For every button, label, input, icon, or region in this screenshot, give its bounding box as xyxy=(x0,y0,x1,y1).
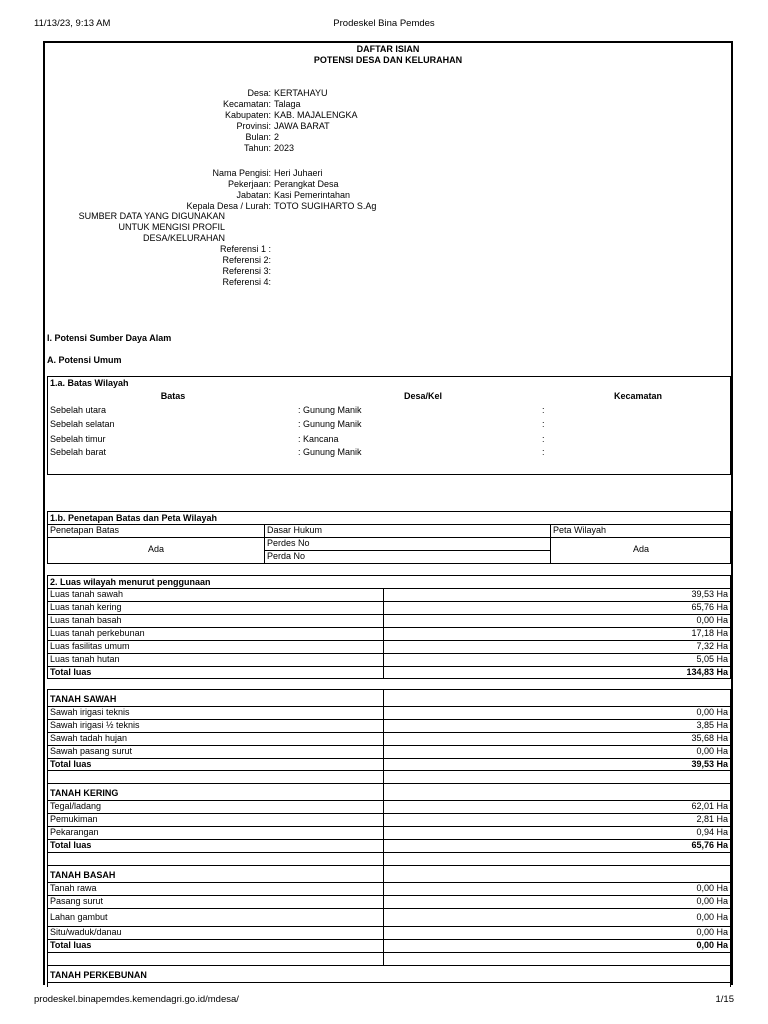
table-title: TANAH SAWAH xyxy=(50,694,117,704)
tanah-kering-table xyxy=(47,783,731,853)
table-title: TANAH PERKEBUNAN xyxy=(50,970,147,980)
batas-kecamatan: : xyxy=(542,405,545,415)
reference-label: Referensi 2: xyxy=(222,255,271,265)
batas-side: Sebelah barat xyxy=(50,447,107,457)
perdes-label: Perdes No xyxy=(267,538,310,548)
basah-label: Situ/waduk/danau xyxy=(50,927,122,937)
total-label: Total luas xyxy=(50,667,92,677)
filler-label: Pekerjaan: xyxy=(227,179,271,189)
basah-value: 0,00 Ha xyxy=(696,883,728,893)
section-heading: I. Potensi Sumber Daya Alam xyxy=(47,333,172,343)
identity-label: Bulan: xyxy=(245,132,271,142)
row-divider xyxy=(48,537,730,538)
print-url: prodeskel.binapemdes.kemendagri.go.id/mdesa/ xyxy=(34,994,239,1005)
sawah-label: Sawah irigasi ½ teknis xyxy=(50,720,140,730)
print-header xyxy=(34,18,734,30)
perda-label: Perda No xyxy=(267,551,306,561)
sources-heading: DESA/KELURAHAN xyxy=(142,233,225,243)
batas-kecamatan: : xyxy=(542,419,545,429)
filler-value: Kasi Pemerintahan xyxy=(274,190,351,200)
row-divider xyxy=(264,550,550,551)
luas-value: 17,18 Ha xyxy=(691,628,728,638)
luas-label: Luas tanah basah xyxy=(50,615,122,625)
page-number: 1/15 xyxy=(715,994,734,1005)
filler-value: Perangkat Desa xyxy=(274,179,339,189)
column-divider xyxy=(264,524,265,563)
tanah-basah-table xyxy=(47,865,731,953)
reference-label: Referensi 3: xyxy=(222,266,271,276)
identity-label: Tahun: xyxy=(243,143,271,153)
doc-subtitle: POTENSI DESA DAN KELURAHAN xyxy=(313,55,463,65)
penetapan-table xyxy=(47,511,731,564)
basah-label: Lahan gambut xyxy=(50,912,108,922)
luas-value: 39,53 Ha xyxy=(691,589,728,599)
identity-value: KERTAHAYU xyxy=(274,88,328,98)
luas-label: Luas tanah perkebunan xyxy=(50,628,145,638)
tanah-sawah-table xyxy=(47,689,731,771)
sawah-label: Sawah tadah hujan xyxy=(50,733,128,743)
identity-label: Desa: xyxy=(247,88,271,98)
sources-heading: SUMBER DATA YANG DIGUNAKAN xyxy=(78,211,225,221)
column-header: Dasar Hukum xyxy=(267,525,323,535)
penetapan-value: Ada xyxy=(147,544,164,554)
basah-label: Pasang surut xyxy=(50,896,104,906)
sawah-label: Sawah irigasi teknis xyxy=(50,707,130,717)
identity-value: 2 xyxy=(274,132,280,142)
column-header: Peta Wilayah xyxy=(553,525,607,535)
identity-label: Kecamatan: xyxy=(222,99,271,109)
sawah-label: Sawah pasang surut xyxy=(50,746,133,756)
sawah-value: 3,85 Ha xyxy=(696,720,728,730)
basah-label: Tanah rawa xyxy=(50,883,97,893)
luas-value: 7,32 Ha xyxy=(696,641,728,651)
spacer-row xyxy=(47,852,731,866)
peta-value: Ada xyxy=(632,544,649,554)
luas-label: Luas tanah hutan xyxy=(50,654,120,664)
reference-label: Referensi 4: xyxy=(222,277,271,287)
filler-label: Kepala Desa / Lurah: xyxy=(186,201,271,211)
total-label: Total luas xyxy=(50,840,92,850)
table-title: TANAH BASAH xyxy=(50,870,116,880)
table-title: 1.a. Batas Wilayah xyxy=(50,378,129,388)
sources-heading: UNTUK MENGISI PROFIL xyxy=(118,222,225,232)
sawah-value: 0,00 Ha xyxy=(696,746,728,756)
table-title: 1.b. Penetapan Batas dan Peta Wilayah xyxy=(50,513,217,523)
print-datetime: 11/13/23, 9:13 AM xyxy=(34,18,111,29)
tanah-perkebunan-table xyxy=(47,965,731,987)
doc-title: DAFTAR ISIAN xyxy=(356,44,420,54)
batas-wilayah-table xyxy=(47,376,731,475)
table-title: 2. Luas wilayah menurut penggunaan xyxy=(50,577,211,587)
row-divider xyxy=(48,524,730,525)
batas-side: Sebelah utara xyxy=(50,405,107,415)
identity-value: KAB. MAJALENGKA xyxy=(274,110,358,120)
basah-value: 0,00 Ha xyxy=(696,896,728,906)
batas-kecamatan: : xyxy=(542,434,545,444)
column-header: Penetapan Batas xyxy=(50,525,120,535)
luas-value: 0,00 Ha xyxy=(696,615,728,625)
sawah-value: 35,68 Ha xyxy=(691,733,728,743)
batas-desa: : Gunung Manik xyxy=(298,447,362,457)
luas-wilayah-table xyxy=(47,575,731,679)
batas-side: Sebelah timur xyxy=(50,434,106,444)
kering-value: 0,94 Ha xyxy=(696,827,728,837)
kering-label: Tegal/ladang xyxy=(50,801,102,811)
print-title: Prodeskel Bina Pemdes xyxy=(333,18,435,29)
batas-side: Sebelah selatan xyxy=(50,419,115,429)
batas-desa: : Kancana xyxy=(298,434,339,444)
subsection-heading: A. Potensi Umum xyxy=(47,355,122,365)
luas-label: Luas tanah sawah xyxy=(50,589,124,599)
luas-value: 5,05 Ha xyxy=(696,654,728,664)
table-title: TANAH KERING xyxy=(50,788,119,798)
document-frame xyxy=(43,41,733,985)
filler-label: Jabatan: xyxy=(236,190,271,200)
column-header: Kecamatan xyxy=(613,391,663,401)
column-header: Batas xyxy=(160,391,186,401)
identity-value: JAWA BARAT xyxy=(274,121,330,131)
total-label: Total luas xyxy=(50,940,92,950)
kering-value: 62,01 Ha xyxy=(691,801,728,811)
kering-label: Pemukiman xyxy=(50,814,98,824)
spacer-row xyxy=(47,952,731,966)
total-value: 65,76 Ha xyxy=(691,840,728,850)
identity-value: 2023 xyxy=(274,143,295,153)
batas-kecamatan: : xyxy=(542,447,545,457)
sawah-value: 0,00 Ha xyxy=(696,707,728,717)
identity-label: Kabupaten: xyxy=(224,110,271,120)
kering-label: Pekarangan xyxy=(50,827,99,837)
batas-desa: : Gunung Manik xyxy=(298,419,362,429)
filler-value: TOTO SUGIHARTO S.Ag xyxy=(274,201,377,211)
print-footer xyxy=(34,994,734,1006)
identity-value: Talaga xyxy=(274,99,301,109)
filler-value: Heri Juhaeri xyxy=(274,168,323,178)
column-header: Desa/Kel xyxy=(403,391,443,401)
total-value: 134,83 Ha xyxy=(686,667,728,677)
reference-label: Referensi 1 : xyxy=(219,244,271,254)
total-label: Total luas xyxy=(50,759,92,769)
luas-label: Luas tanah kering xyxy=(50,602,122,612)
basah-value: 0,00 Ha xyxy=(696,912,728,922)
luas-label: Luas fasilitas umum xyxy=(50,641,130,651)
total-value: 39,53 Ha xyxy=(691,759,728,769)
batas-desa: : Gunung Manik xyxy=(298,405,362,415)
spacer-row xyxy=(47,770,731,784)
total-value: 0,00 Ha xyxy=(696,940,728,950)
filler-label: Nama Pengisi: xyxy=(212,168,271,178)
basah-value: 0,00 Ha xyxy=(696,927,728,937)
luas-value: 65,76 Ha xyxy=(691,602,728,612)
identity-label: Provinsi: xyxy=(236,121,271,131)
kering-value: 2,81 Ha xyxy=(696,814,728,824)
